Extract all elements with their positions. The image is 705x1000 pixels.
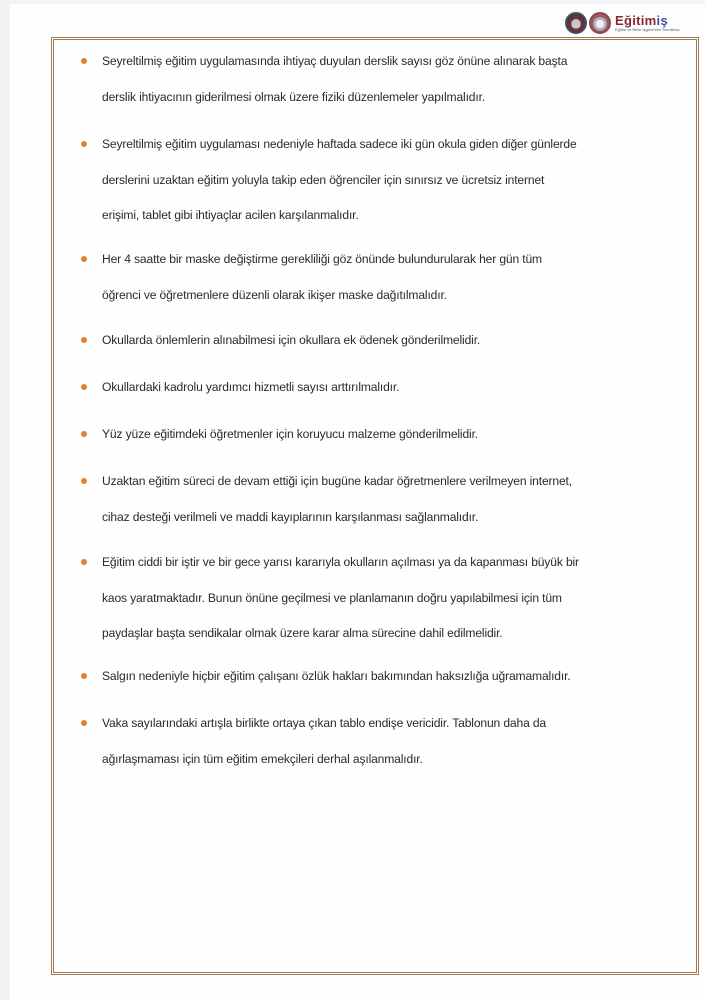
bullet-icon (81, 559, 87, 565)
list-item-text-line: derslik ihtiyacının giderilmesi olmak üzere fiziki düzenlemeler yapılmalıdır. (102, 89, 485, 104)
viewer-left-margin (0, 0, 10, 1000)
list-item (102, 251, 642, 322)
list-item-text-line: Okullarda önlemlerin alınabilmesi için okullara ek ödenek gönderilmelidir. (102, 333, 481, 347)
logo-title-accent: iş (656, 13, 668, 28)
list-item (102, 426, 642, 462)
bullet-icon (81, 337, 87, 343)
list-item-text-line: Okullardaki kadrolu yardımcı hizmetli sayısı arttırılmalıdır. (102, 380, 400, 394)
bullet-icon (81, 431, 87, 437)
emblem-icon (565, 12, 587, 34)
bullet-icon (81, 141, 87, 147)
list-item-text-line: kaos yaratmaktadır. Bunun önüne geçilmesi ve planlamanın doğru yapılabilmesi için tüm (102, 590, 562, 605)
list-item-text-line: Eğitim ciddi bir iştir ve bir gece yarısı kararıyla okulların açılması ya da kapanması büyük bir (102, 555, 579, 569)
logo-subtitle: Eğitim ve Bilim İşgörenleri Sendikası (615, 27, 680, 32)
bullet-icon (81, 384, 87, 390)
bullet-icon (81, 720, 87, 726)
logo-title (615, 14, 680, 27)
list-item-text-line: Her 4 saatte bir maske değiştirme gerekliliği göz önünde bulundurularak her gün tüm (102, 252, 542, 266)
list-item-text-line: öğrenci ve öğretmenlere düzenli olarak ikişer maske dağıtılmalıdır. (102, 287, 447, 302)
list-item (102, 668, 642, 704)
list-item-text-line: Salgın nedeniyle hiçbir eğitim çalışanı özlük hakları bakımından haksızlığa uğramamalıdır. (102, 669, 571, 683)
list-item (102, 473, 642, 544)
logo-wordmark (615, 14, 680, 32)
list-item-text-line: derslerini uzaktan eğitim yoluyla takip eden öğrenciler için sınırsız ve ücretsiz internet (102, 172, 545, 187)
bullet-icon (81, 478, 87, 484)
bullet-icon (81, 256, 87, 262)
document-page (10, 4, 705, 1000)
list-item-text-line: Uzaktan eğitim süreci de devam ettiği için bugüne kadar öğretmenlere verilmeyen internet, (102, 474, 572, 488)
list-item-text-line: ağırlaşmaması için tüm eğitim emekçileri derhal aşılanmalıdır. (102, 751, 423, 766)
list-item (102, 136, 642, 243)
page-border-frame (51, 37, 699, 975)
list-item (102, 554, 642, 661)
list-item (102, 379, 642, 415)
list-item-text-line: erişimi, tablet gibi ihtiyaçlar acilen karşılanmalıdır. (102, 208, 359, 222)
list-item-text-line: paydaşlar başta sendikalar olmak üzere karar alma sürecine dahil edilmelidir. (102, 626, 503, 640)
list-item-text-line: Seyreltilmiş eğitim uygulaması nedeniyle haftada sadece iki gün okula giden diğer günlerde (102, 137, 577, 151)
bullet-icon (81, 673, 87, 679)
list-item (102, 332, 642, 368)
logo-title-main: Eğitim (615, 13, 657, 28)
list-item-text-line: Vaka sayılarındaki artışla birlikte ortaya çıkan tablo endişe vericidir. Tablonun daha da (102, 716, 547, 730)
list-item (102, 715, 642, 786)
list-item (102, 53, 642, 124)
list-item-text-line: cihaz desteği verilmeli ve maddi kayıplarının karşılanması sağlanmalıdır. (102, 509, 479, 524)
bullet-icon (81, 58, 87, 64)
list-item-text-line: Yüz yüze eğitimdeki öğretmenler için koruyucu malzeme gönderilmelidir. (102, 427, 478, 441)
emblem-icon-secondary (589, 12, 611, 34)
list-item-text-line: Seyreltilmiş eğitim uygulamasında ihtiyaç duyulan derslik sayısı göz önüne alınarak başta (102, 54, 568, 68)
union-logo (565, 9, 700, 37)
